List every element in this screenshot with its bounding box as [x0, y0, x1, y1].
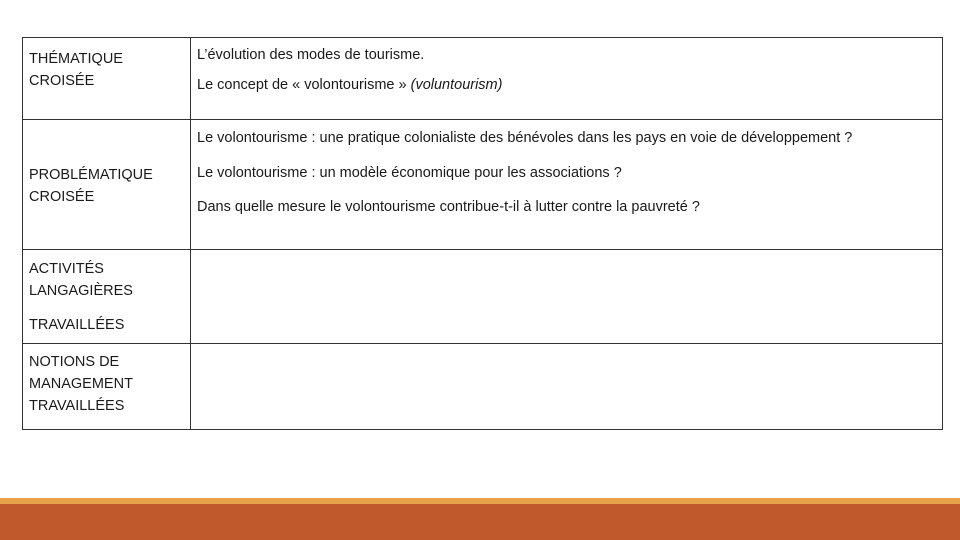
- row-label-activites-2: LANGAGIÈRES: [29, 283, 133, 299]
- row-label-thematique: THÉMATIQUE CROISÉE: [29, 51, 123, 89]
- content-table: [22, 37, 943, 430]
- row-divider: [23, 343, 942, 344]
- row-divider: [23, 249, 942, 250]
- thematique-line-2-italic: (voluntourism): [410, 77, 503, 93]
- thematique-line-2-main: Le concept de « volontourisme »: [197, 77, 411, 93]
- row-label-notions: NOTIONS DE MANAGEMENT TRAVAILLÉES: [29, 354, 133, 414]
- row-label-activites-3: TRAVAILLÉES: [29, 317, 125, 333]
- problematique-line-1: Le volontourisme : une pratique colonialiste des bénévoles dans les pays en voie de développement ?: [197, 130, 853, 146]
- thematique-line-2: [197, 75, 502, 95]
- thematique-line-1: L’évolution des modes de tourisme.: [197, 47, 425, 63]
- problematique-line-3: Dans quelle mesure le volontourisme contribue-t-il à lutter contre la pauvreté ?: [197, 199, 700, 215]
- row-label-problematique: PROBLÉMATIQUE CROISÉE: [29, 167, 153, 205]
- problematique-line-2: Le volontourisme : un modèle économique pour les associations ?: [197, 165, 622, 181]
- row-divider: [23, 119, 942, 120]
- column-divider: [190, 38, 191, 429]
- row-label-activites-1: ACTIVITÉS: [29, 261, 104, 277]
- footer-band: [0, 504, 960, 540]
